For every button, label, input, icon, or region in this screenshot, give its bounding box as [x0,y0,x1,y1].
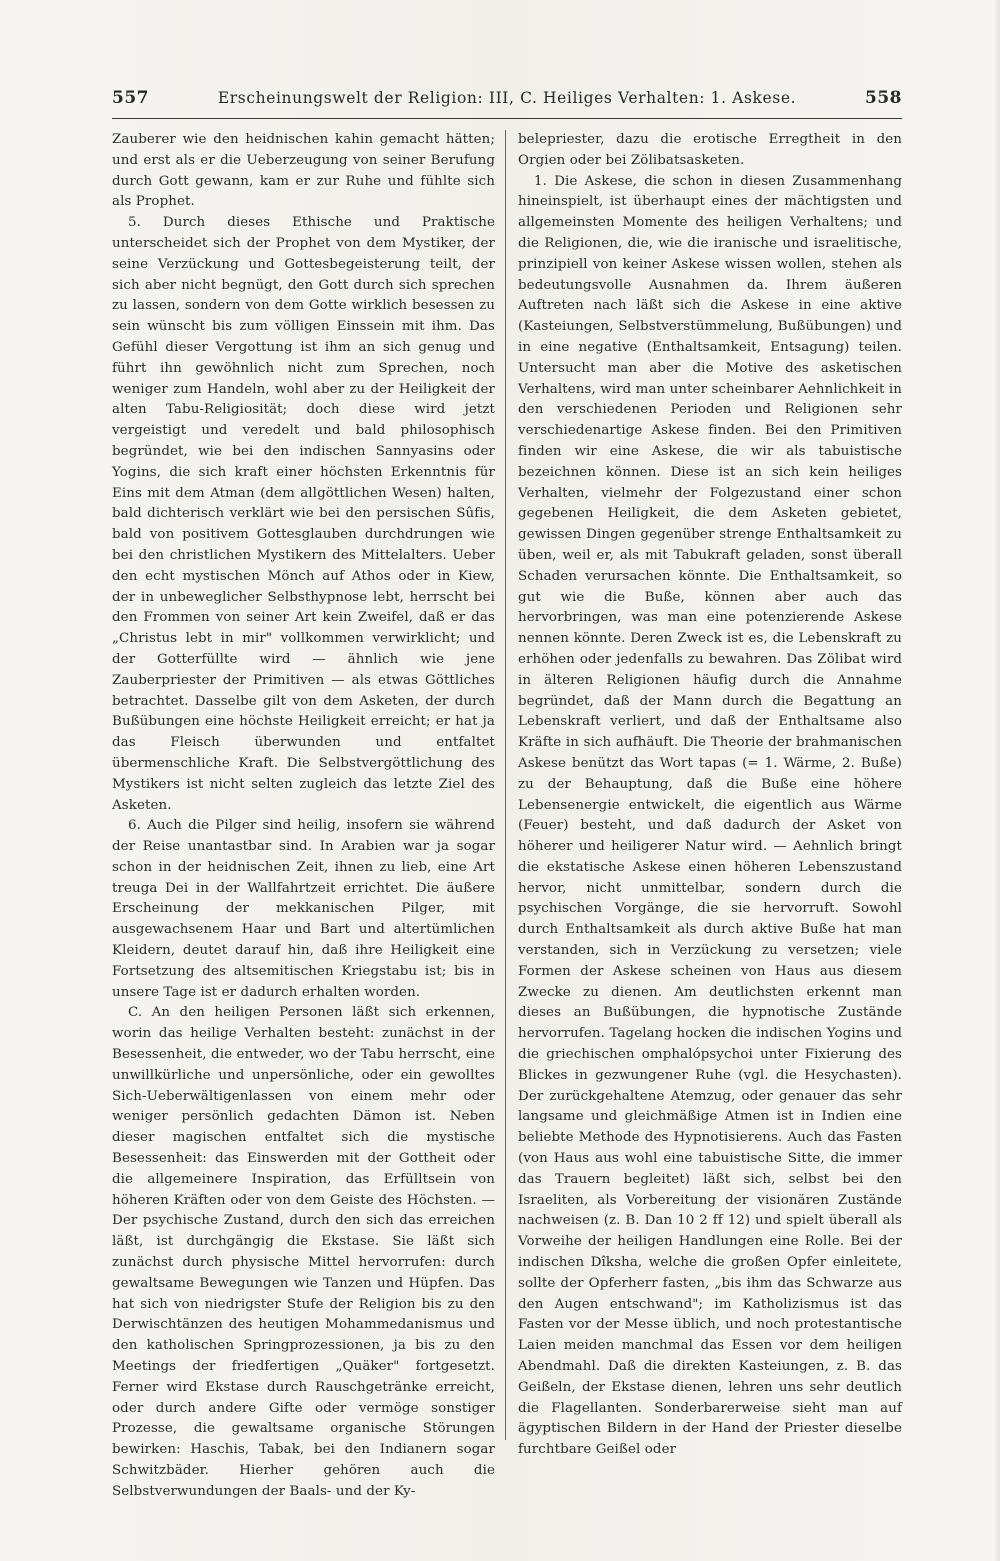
paragraph: Zauberer wie den heidnischen kahin gemacht hätten; und erst als er die Ueberzeugung von seiner Berufung durch Gott gewann, kam er zur Ruhe und fühlte sich als Prophet. [112,132,495,210]
page-number-left: 557 [112,88,149,108]
right-column [518,130,902,1458]
page-number-right: 558 [865,88,902,108]
paragraph: belepriester, dazu die erotische Erregtheit in den Orgien oder bei Zölibatsasketen. [518,132,902,168]
paragraph: 6. Auch die Pilger sind heilig, insofern sie während der Reise unantastbar sind. In Arabien war ja sogar schon in der heidnischen Zeit, ihnen zu lieb, eine Art treuga Dei in der Wallfahrtzeit errichtet. Die äußere Erscheinung der mekkanischen Pilger, mit ausgewachsenem Haar und Bart und altertümlichen Kleidern, deutet darauf hin, daß ihre Heiligkeit eine Fortsetzung des altsemitischen Kriegstabu ist; bis in unsere Tage ist er dadurch erhalten worden. [112,818,495,1000]
paragraph: C. An den heiligen Personen läßt sich erkennen, worin das heilige Verhalten besteht: zunächst in der Besessenheit, die entweder, wo der Tabu herrscht, eine unwillkürliche und unpersönliche, oder ein gewolltes Sich-Ueberwältigenlassen von einem mehr oder weniger persönlich gedachten Dämon ist. Neben dieser magischen entfaltet sich die mystische Besessenheit: das Einswerden mit der Gottheit oder die allgemeinere Inspiration, das Erfülltsein von höheren Kräften oder von dem Geiste des Höchsten. — Der psychische Zustand, durch den sich das erreichen läßt, ist durchgängig die Ekstase. Sie läßt sich zunächst durch physische Mittel hervorrufen: durch gewaltsame Bewegungen wie Tanzen und Hüpfen. Das hat sich von niedrigster Stufe der Religion bis zu den Derwischtänzen des heutigen Mohammedanismus und den katholischen Springprozessionen, ja bis zu den Meetings der friedfertigen „Quäker" fortgesetzt. Ferner wird Ekstase durch Rauschgetränke erreicht, oder durch andere Gifte oder vermöge sonstiger Prozesse, die gewaltsame organische Störungen bewirken: Haschis, Tabak, bei den Indianern sogar Schwitzbäder. Hierher gehören auch die Selbstverwundungen der Baals- und der Ky- [112,1005,495,1499]
column-divider [505,130,506,1440]
header-rule [112,118,902,119]
paragraph: 5. Durch dieses Ethische und Praktische unterscheidet sich der Prophet von dem Mystiker, der seine Verzückung und Gottesbegeisterung teilt, der sich aber nicht begnügt, den Gott durch sich sprechen zu lassen, sondern von dem Gotte wirklich besessen zu sein wünscht bis zum völligen Einssein mit ihm. Das Gefühl dieser Vergottung ist ihm an sich genug und führt ihn gewöhnlich nicht zum Sprechen, noch weniger zum Handeln, wohl aber zu der Heiligkeit der alten Tabu-Religiosität; doch diese wird jetzt vergeistigt und veredelt und bald philosophisch begründet, wie bei den indischen Sannyasins oder Yogins, die sich kraft einer höchsten Erkenntnis für Eins mit dem Atman (dem allgöttlichen Wesen) halten, bald dichterisch verklärt wie bei den persischen Sûfis, bald von positivem Gottesglauben durchdrungen wie bei den christlichen Mystikern des Mittelalters. Ueber den echt mystischen Mönch auf Athos oder in Kiew, der in unbeweglicher Selbsthypnose lebt, herrscht bei den Frommen von seiner Art kein Zweifel, daß er das „Christus lebt in mir" vollkommen verwirklicht; und der Gotterfüllte wird — ähnlich wie jene Zauberpriester der Primitiven — als etwas Göttliches betrachtet. Dasselbe gilt von dem Asketen, der durch Bußübungen eine höchste Heiligkeit erreicht; er hat ja das Fleisch überwunden und entfaltet übermenschliche Kraft. Die Selbstvergöttlichung des Mystikers ist nicht selten zugleich das letzte Ziel des Asketen. [112,215,495,813]
running-title: Erscheinungswelt der Religion: III, C. Heiliges Verhalten: 1. Askese. [217,89,797,107]
running-header [112,88,902,116]
paragraph: 1. Die Askese, die schon in diesen Zusammenhang hineinspielt, ist überhaupt eines der mächtigsten und allgemeinsten Momente des heiligen Verhaltens; und die Religionen, die, wie die iranische und israelitische, prinzipiell von keiner Askese wissen wollen, stehen als bedeutungsvolle Ausnahmen da. Ihrem äußeren Auftreten nach läßt sich die Askese in eine aktive (Kasteiungen, Selbstverstümmelung, Bußübungen) und in eine negative (Enthaltsamkeit, Entsagung) teilen. Untersucht man aber die Motive des asketischen Verhaltens, wird man unter scheinbarer Aehnlichkeit in den verschiedenen Perioden und Religionen sehr verschiedenartige Askese finden. Bei den Primitiven finden wir eine Askese, die wir als tabuistische bezeichnen können. Diese ist an sich kein heiliges Verhalten, vielmehr der Folgezustand einer schon gegebenen Heiligkeit, die dem Asketen gebietet, gewissen Dingen gegenüber strenge Enthaltsamkeit zu üben, weil er, als mit Tabukraft geladen, sonst überall Schaden verursachen könnte. Die Enthaltsamkeit, so gut wie die Buße, können aber auch das hervorbringen, was man eine potenzierende Askese nennen könnte. Deren Zweck ist es, die Lebenskraft zu erhöhen oder jedenfalls zu bewahren. Das Zölibat wird in älteren Religionen häufig durch die Annahme begründet, daß der Mann durch die Begattung an Lebenskraft verliert, und daß der Enthaltsame also Kräfte in sich aufhäuft. Die Theorie der brahmanischen Askese benützt das Wort tapas (= 1. Wärme, 2. Buße) zu der Behauptung, daß die Buße eine höhere Lebensenergie entwickelt, die eigentlich aus Wärme (Feuer) besteht, und daß dadurch der Asket von höherer und heiligerer Natur wird. — Aehnlich bringt die ekstatische Askese einen höheren Lebenszustand hervor, nicht unmittelbar, sondern durch die psychischen Vorgänge, die sie hervorruft. Sowohl durch Enthaltsamkeit als durch aktive Buße hat man verstanden, sich in Verzückung zu versetzen; viele Formen der Askese scheinen von Haus aus diesem Zwecke zu dienen. Am deutlichsten erkennt man dieses an Bußübungen, die hypnotische Zustände hervorrufen. Tagelang hocken die indischen Yogins und die griechischen omphalópsychoi unter Fixierung des Blickes in gezwungener Ruhe (vgl. die Hesychasten). Der zurückgehaltene Atemzug, oder genauer das sehr langsame und gleichmäßige Atmen ist in Indien eine beliebte Methode des Hypnotisierens. Auch das Fasten (von Haus aus wohl eine tabuistische Sitte, die immer das Trauern begleitet) läßt sich, selbst bei den Israeliten, als Vorbereitung der visionären Zustände nachweisen (z. B. Dan 10 2 ff 12) und spielt überall als Vorweihe der heiligen Handlungen eine Rolle. Bei der indischen Dîksha, welche die großen Opfer einleitete, sollte der Opferherr fasten, „bis ihm das Schwarze aus den Augen entschwand"; im Katholizismus ist das Fasten vor der Messe üblich, und noch protestantische Laien meiden manchmal das Essen vor dem heiligen Abendmahl. Daß die direkten Kasteiungen, z. B. das Geißeln, der Ekstase dienen, lehren uns sehr deutlich die Flagellanten. Sonderbarerweise sieht man auf ägyptischen Bildern in der Hand der Priester dieselbe furchtbare Geißel oder [518,173,902,1458]
scan-edge-shadow [994,0,1000,1561]
left-column [112,130,495,1499]
